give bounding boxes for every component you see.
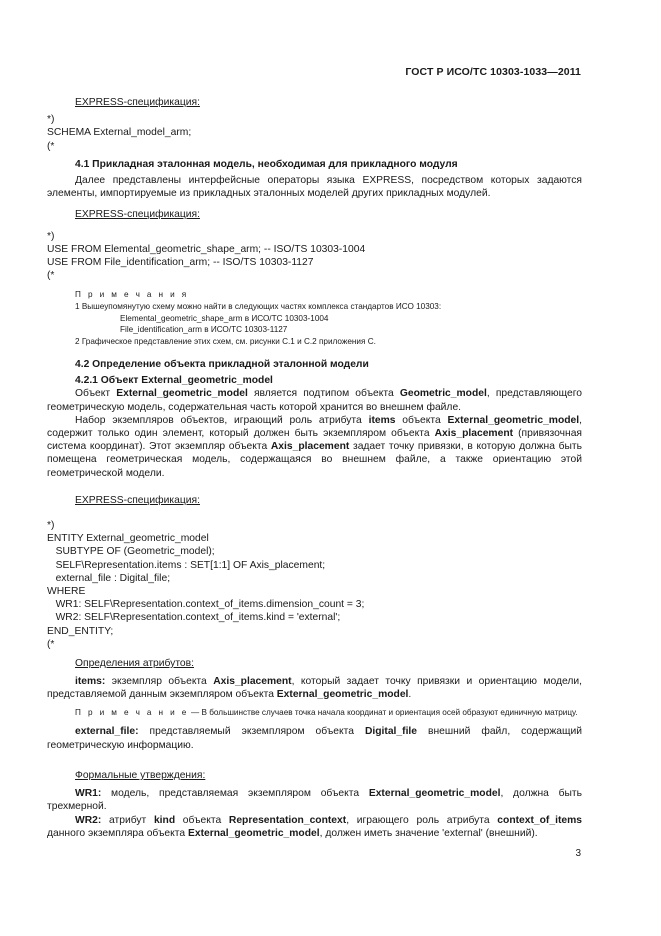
- code-line: SELF\Representation.items : SET[1:1] OF Axis_placement;: [47, 559, 326, 571]
- code-line: (*: [47, 638, 55, 650]
- code-line: *): [47, 520, 55, 532]
- code-line: (*: [47, 140, 55, 152]
- code-line: SUBTYPE OF (Geometric_model);: [47, 546, 215, 558]
- section-heading: 4.1 Прикладная эталонная модель, необходимая для прикладного модуля: [75, 159, 458, 170]
- paragraph: Далее представлены интерфейсные операторы языка EXPRESS, посредством которых задаются элементы, импортируемые из прикладных эталонных моделей других прикладных модулей.: [47, 175, 582, 200]
- code-line: *): [47, 230, 55, 242]
- section-4-2: [47, 358, 582, 651]
- attribute-items: items: экземпляр объекта Axis_placement, который задает точку привязки и ориентацию модели, представляемой данным экземпляром объекта External_geometric_model.: [47, 676, 582, 701]
- note-item: 1 Вышеупомянутую схему можно найти в следующих частях комплекса стандартов ИСО 10303:: [75, 301, 442, 311]
- note: П р и м е ч а н и е — В большинстве случаев точка начала координат и ориентация осей образуют единичную матрицу.: [75, 707, 578, 717]
- notes-block: [47, 289, 582, 348]
- schema-header-block: [47, 96, 582, 153]
- code-line: *): [47, 114, 55, 126]
- formal-propositions: [47, 769, 582, 840]
- subsection-heading: 4.2.1 Объект External_geometric_model: [75, 375, 273, 387]
- page-number: 3: [575, 848, 581, 859]
- code-line: WR1: SELF\Representation.context_of_items.dimension_count = 3;: [47, 599, 365, 611]
- attribute-definitions: [47, 657, 582, 752]
- note-item: File_identification_arm в ИСО/ТС 10303-1127: [120, 325, 288, 335]
- code-line: END_ENTITY;: [47, 625, 114, 637]
- document-header: ГОСТ Р ИСО/ТС 10303-1033—2011: [405, 66, 581, 78]
- code-line: WR2: SELF\Representation.context_of_items.kind = 'external';: [47, 612, 341, 624]
- notes-title: П р и м е ч а н и я: [75, 290, 189, 299]
- section-heading: 4.2 Определение объекта прикладной эталонной модели: [75, 359, 369, 370]
- express-label: EXPRESS-спецификация:: [75, 494, 200, 506]
- rule-wr1: WR1: модель, представляемая экземпляром объекта External_geometric_model, должна быть трехмерной.: [47, 788, 583, 813]
- code-line: USE FROM Elemental_geometric_shape_arm; -- ISO/TS 10303-1004: [47, 244, 366, 256]
- express-label: EXPRESS-спецификация:: [75, 97, 200, 108]
- code-line: external_file : Digital_file;: [47, 572, 171, 584]
- express-label: EXPRESS-спецификация:: [75, 208, 200, 220]
- attribute-external-file: external_file: представляемый экземпляром объекта Digital_file внешний файл, содержащий геометрическую информацию.: [47, 726, 582, 751]
- code-line: (*: [47, 270, 55, 282]
- attributes-label: Определения атрибутов:: [75, 658, 194, 669]
- paragraph: Набор экземпляров объектов, играющий роль атрибута items объекта External_geometric_model, содержит только один элемент, который должен быть экземпляром объекта Axis_placement (привязочная система координат). Этот экземпляр объекта Axis_placement задает точку привязки, в которую должна быть помещена геометрическая модель, содержащаяся во внешнем файле, а также ориентацию этой геометрической модели.: [47, 414, 582, 479]
- code-line: USE FROM File_identification_arm; -- ISO/TS 10303-1127: [47, 257, 314, 269]
- propositions-label: Формальные утверждения:: [75, 770, 206, 781]
- note-item: 2 Графическое представление этих схем, см. рисунки C.1 и C.2 приложения C.: [75, 337, 376, 347]
- paragraph: Объект External_geometric_model является подтипом объекта Geometric_model, представляющего геометрическую модель, содержательная часть которой хранится во внешнем файле.: [47, 388, 582, 413]
- note-item: Elemental_geometric_shape_arm в ИСО/ТС 10303-1004: [120, 313, 329, 323]
- rule-wr2: WR2: атрибут kind объекта Representation_context, играющего роль атрибута context_of_items данного экземпляра объекта External_geometric_model, должен иметь значение 'external' (внешний).: [47, 814, 582, 839]
- section-4-1: [47, 158, 582, 283]
- code-line: WHERE: [47, 586, 86, 598]
- code-line: SCHEMA External_model_arm;: [47, 127, 192, 139]
- code-line: ENTITY External_geometric_model: [47, 533, 209, 545]
